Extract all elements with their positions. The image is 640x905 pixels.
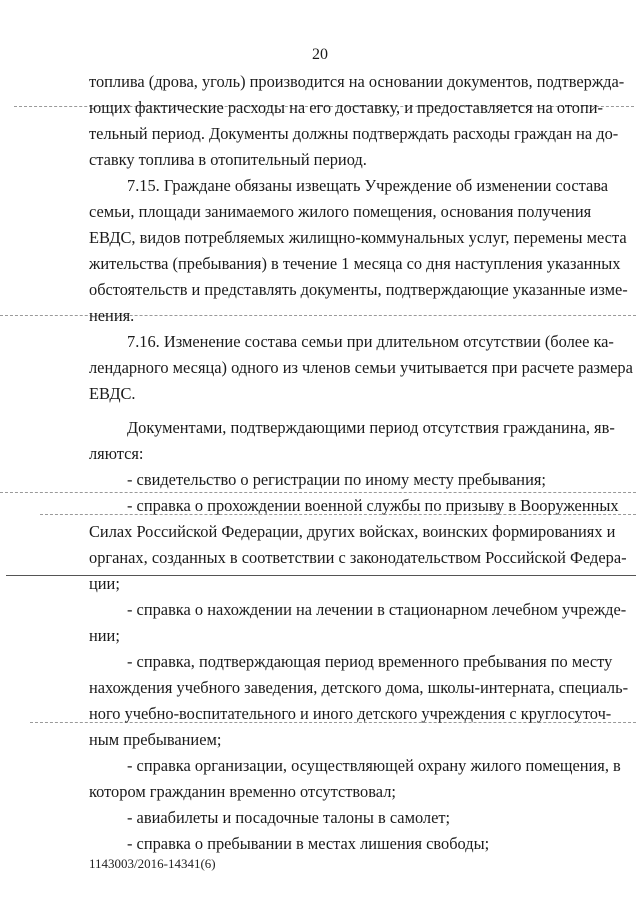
text-line: нения. xyxy=(89,306,135,325)
text-line: жительства (пребывания) в течение 1 месяца со дня наступления указанных xyxy=(89,254,621,273)
page-number: 20 xyxy=(312,46,328,63)
text-line: Документами, подтверждающими период отсутствия гражданина, яв- xyxy=(127,418,615,437)
text-line: обстоятельств и представлять документы, подтверждающие указанные изме- xyxy=(89,280,628,299)
text-line: Силах Российской Федерации, других войсках, воинских формированиях и xyxy=(89,522,616,541)
text-line: тельный период. Документы должны подтверждать расходы граждан на до- xyxy=(89,124,619,143)
text-line: 7.15. Граждане обязаны извещать Учреждение об изменении состава xyxy=(127,176,609,195)
list-item: - справка о нахождении на лечении в стационарном лечебном учрежде- xyxy=(127,600,627,619)
document-code: 1143003/2016-14341(6) xyxy=(89,856,216,871)
text-line: ляются: xyxy=(89,444,144,463)
text-line: нахождения учебного заведения, детского дома, школы-интерната, специаль- xyxy=(89,678,629,697)
list-item: - свидетельство о регистрации по иному месту пребывания; xyxy=(127,470,546,489)
text-line: семьи, площади занимаемого жилого помещения, основания получения xyxy=(89,202,592,221)
text-line: ции; xyxy=(89,574,120,593)
list-item: - авиабилеты и посадочные талоны в самолет; xyxy=(127,808,451,827)
text-line: 7.16. Изменение состава семьи при длительном отсутствии (более ка- xyxy=(127,332,614,351)
list-item: - справка организации, осуществляющей охрану жилого помещения, в xyxy=(127,756,621,775)
text-line: ющих фактические расходы на его доставку, и предоставляется на отопи- xyxy=(89,98,603,117)
scan-artifact-line xyxy=(0,492,636,493)
text-line: котором гражданин временно отсутствовал; xyxy=(89,782,396,801)
text-line: ного учебно-воспитательного и иного детского учреждения с круглосуточ- xyxy=(89,704,612,723)
list-item: - справка о пребывании в местах лишения свободы; xyxy=(127,834,490,853)
list-item: - справка, подтверждающая период временного пребывания по месту xyxy=(127,652,613,671)
text-line: нии; xyxy=(89,626,120,645)
text-line: ЕВДС. xyxy=(89,384,136,403)
text-line: ным пребыванием; xyxy=(89,730,222,749)
text-line: ставку топлива в отопительный период. xyxy=(89,150,367,169)
text-line: топлива (дрова, уголь) производится на основании документов, подтвержда- xyxy=(89,72,625,91)
text-line: лендарного месяца) одного из членов семьи учитывается при расчете размера xyxy=(89,358,633,377)
list-item: - справка о прохождении военной службы по призыву в Вооруженных xyxy=(127,496,619,515)
text-line: органах, созданных в соответствии с законодательством Российской Федера- xyxy=(89,548,627,567)
text-line: ЕВДС, видов потребляемых жилищно-коммунальных услуг, перемены места xyxy=(89,228,627,247)
